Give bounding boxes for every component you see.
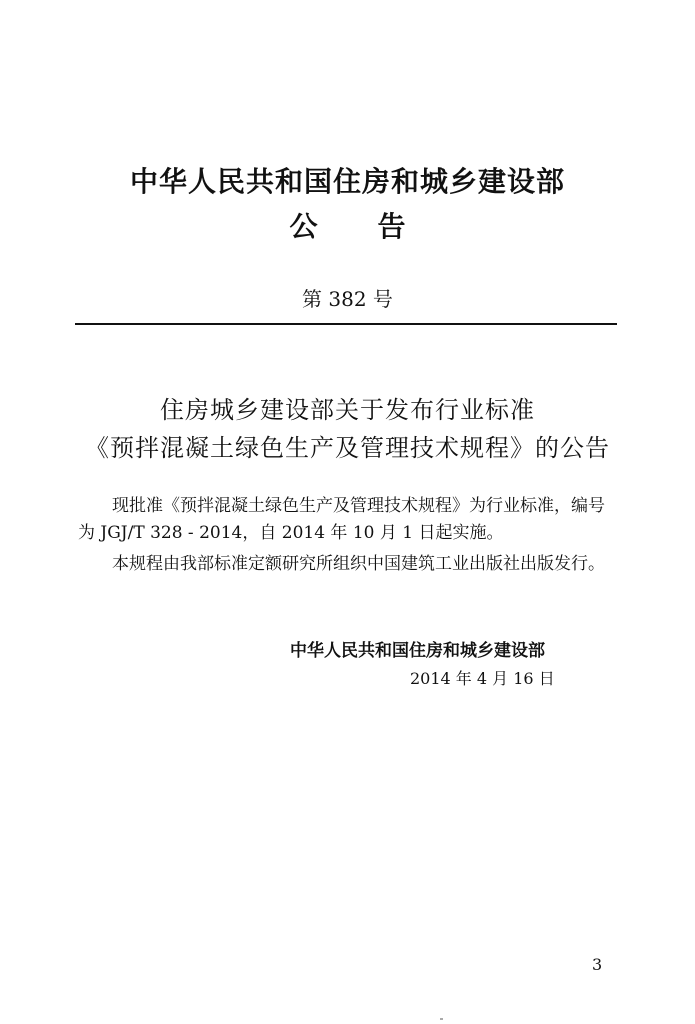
notice-title: [0, 205, 695, 245]
body-paragraph-1: 现批准《预拌混凝土绿色生产及管理技术规程》为行业标准，编号为 JGJ/T 328 - 2014，自 2014 年 10 月 1 日起实施。: [78, 496, 605, 543]
ministry-title: 中华人民共和国住房和城乡建设部: [129, 165, 565, 198]
notice-title-char-1: 公: [289, 210, 318, 243]
signature-organization: 中华人民共和国住房和城乡建设部: [290, 641, 545, 661]
body-paragraph-2: 本规程由我部标准定额研究所组织中国建筑工业出版社出版发行。: [112, 554, 605, 574]
header-divider: [75, 323, 617, 325]
headline-line-2: 《预拌混凝土绿色生产及管理技术规程》的公告: [85, 434, 610, 462]
scan-speck: [440, 1018, 443, 1020]
page-number: 3: [592, 955, 603, 974]
signature-date: 2014 年 4 月 16 日: [410, 669, 555, 688]
notice-title-char-2: 告: [377, 210, 406, 243]
headline-line-1: 住房城乡建设部关于发布行业标准: [160, 396, 535, 424]
notice-number: 第 382 号: [302, 287, 393, 311]
